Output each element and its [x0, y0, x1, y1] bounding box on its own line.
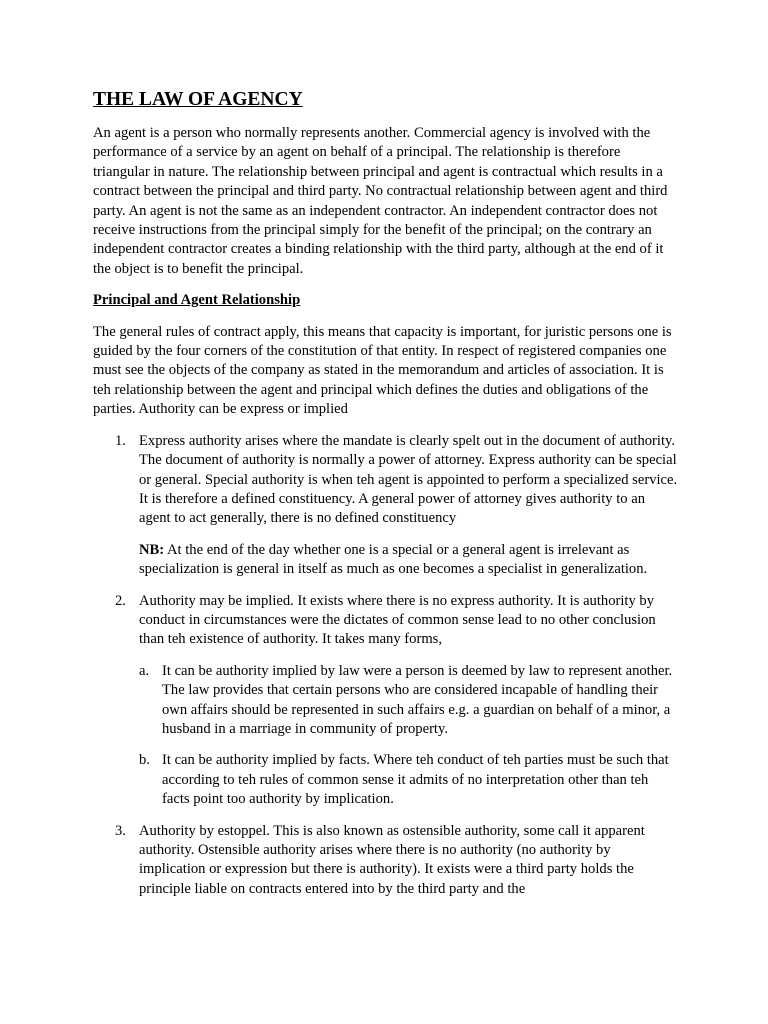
list-marker: 2. [115, 592, 126, 609]
sublist-marker: a. [139, 662, 150, 679]
list-item-text: Express authority arises where the mandate is clearly spelt out in the document of authority. The document of authority is normally a power of attorney. Express authority can be special or general. Special authority is when teh agent is appointed to perform a specialized service. It is therefore a defined constituency. A general power of attorney gives authority to an agent to act generally, there is no defined constituency [139, 432, 678, 527]
nb-text: At the end of the day whether one is a special or a general agent is irrelevant as specialization is general in itself as much as one becomes a specialist in generalization. [139, 541, 648, 578]
intro-paragraph: An agent is a person who normally represents another. Commercial agency is involved with the performance of a service by an agent on behalf of a principal. The relationship is therefore triangular in nature. The relationship between principal and agent is contractual which results in a contract between the principal and third party. No contractual relationship between agent and third party. An agent is not the same as an independent contractor. An independent contractor does not receive instructions from the principal simply for the benefit of the principal; on the contrary an independent contractor creates a binding relationship with the third party, although at the end of it the object is to benefit the principal. [93, 125, 668, 277]
sublist-marker: b. [139, 752, 150, 769]
sublist-item-text: It can be authority implied by law were a person is deemed by law to represent another. The law provides that certain persons who are considered incapable of handling their own affairs should be represented in such affairs e.g. a guardian on behalf of a minor, a husband in a marriage in community of property. [162, 662, 673, 737]
sublist-item-implied-by-law [139, 662, 678, 740]
list-item-implied-authority [93, 592, 678, 810]
sublist-item-text: It can be authority implied by facts. Where teh conduct of teh parties must be such that according to teh rules of common sense it admits of no interpretation other than teh facts point too authority by implication. [162, 752, 669, 808]
document-page [93, 88, 678, 911]
list-marker: 1. [115, 432, 126, 449]
implied-authority-sublist [139, 662, 678, 810]
nb-note [139, 541, 678, 580]
list-item-text: Authority may be implied. It exists where there is no express authority. It is authority by conduct in circumstances were the dictates of common sense lead to no other conclusion than teh existence of authority. It takes many forms, [139, 592, 656, 648]
list-marker: 3. [115, 822, 126, 839]
document-title: THE LAW OF AGENCY [93, 89, 303, 110]
authority-list [93, 432, 678, 900]
nb-label: NB: [139, 541, 165, 558]
list-item-authority-by-estoppel [93, 822, 678, 900]
section-paragraph: The general rules of contract apply, this means that capacity is important, for juristic persons one is guided by the four corners of the constitution of that entity. In respect of registered companies one must see the objects of the company as stated in the memorandum and articles of association. It is teh relationship between the agent and principal which defines the duties and obligations of the parties. Authority can be express or implied [93, 323, 672, 418]
list-item-express-authority [93, 432, 678, 580]
sublist-item-implied-by-facts [139, 751, 678, 809]
section-heading: Principal and Agent Relationship [93, 292, 301, 309]
list-item-text: Authority by estoppel. This is also known as ostensible authority, some call it apparent authority. Ostensible authority arises where there is no authority (no authority by implication or expression but there is authority). It exists were a third party holds the principle liable on contracts entered into by the third party and the [139, 822, 645, 897]
